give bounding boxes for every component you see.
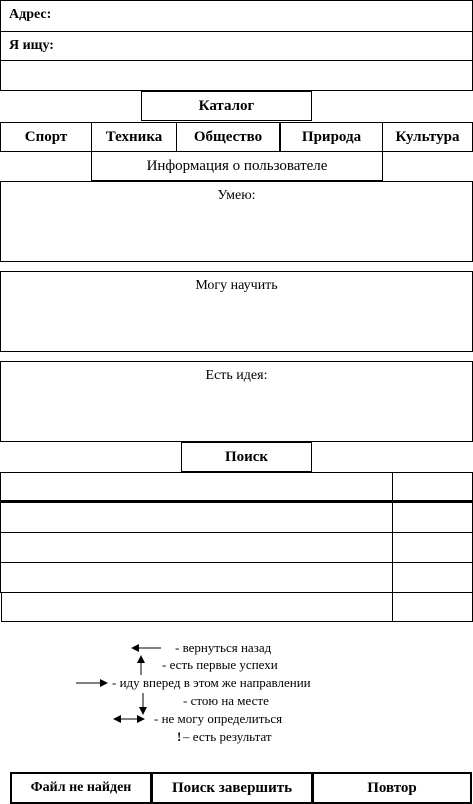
table-cell[interactable] (392, 472, 473, 502)
arrow-left-right-icon (113, 715, 145, 725)
table-cell[interactable] (392, 532, 473, 563)
category-nature-button[interactable]: Природа (280, 122, 383, 152)
repeat-button[interactable]: Повтор (312, 772, 472, 804)
finish-search-button[interactable]: Поиск завершить (151, 772, 313, 804)
legend-item (0, 640, 473, 658)
search-query-label: Я ищу: (9, 38, 54, 53)
legend-item (0, 729, 473, 747)
search-query-field[interactable] (0, 31, 473, 61)
table-cell[interactable] (392, 562, 473, 593)
legend (0, 638, 473, 750)
legend-text: - стою на месте (183, 693, 269, 708)
table-cell[interactable] (392, 592, 473, 622)
table-row[interactable] (1, 592, 393, 622)
exclamation-icon: ! (177, 729, 182, 744)
category-technology-button[interactable]: Техника (91, 122, 177, 152)
has-idea-label: Есть идея: (205, 368, 268, 383)
arrow-up-icon (136, 655, 146, 675)
legend-text: - есть первые успехи (162, 657, 278, 672)
can-do-textarea[interactable] (0, 181, 473, 262)
legend-item (0, 675, 473, 693)
user-info-button[interactable]: Информация о пользователе (91, 151, 383, 181)
table-row[interactable] (0, 472, 393, 502)
search-button[interactable]: Поиск (181, 442, 312, 472)
address-label: Адрес: (9, 7, 52, 22)
legend-text: - иду вперед в этом же направлении (112, 675, 311, 690)
table-row[interactable] (0, 532, 393, 563)
can-teach-label: Могу научить (195, 278, 278, 293)
arrow-left-icon (131, 644, 161, 654)
legend-text: – есть результат (183, 729, 272, 744)
legend-item (0, 657, 473, 675)
file-not-found-button[interactable]: Файл не найден (10, 772, 152, 804)
category-society-button[interactable]: Общество (176, 122, 280, 152)
legend-item (0, 711, 473, 729)
legend-text: - не могу определиться (154, 711, 283, 726)
catalog-button[interactable]: Каталог (141, 91, 312, 121)
table-row[interactable] (0, 562, 393, 593)
arrow-right-icon (76, 679, 108, 689)
legend-item (0, 693, 473, 711)
can-do-label: Умею: (217, 188, 256, 203)
can-teach-textarea[interactable] (0, 271, 473, 352)
table-cell[interactable] (392, 502, 473, 533)
has-idea-textarea[interactable] (0, 361, 473, 442)
empty-input-field[interactable] (0, 60, 473, 91)
legend-text: - вернуться назад (175, 640, 272, 655)
category-culture-button[interactable]: Культура (382, 122, 473, 152)
address-field[interactable] (0, 0, 473, 32)
table-row[interactable] (0, 502, 393, 533)
category-sport-button[interactable]: Спорт (0, 122, 92, 152)
